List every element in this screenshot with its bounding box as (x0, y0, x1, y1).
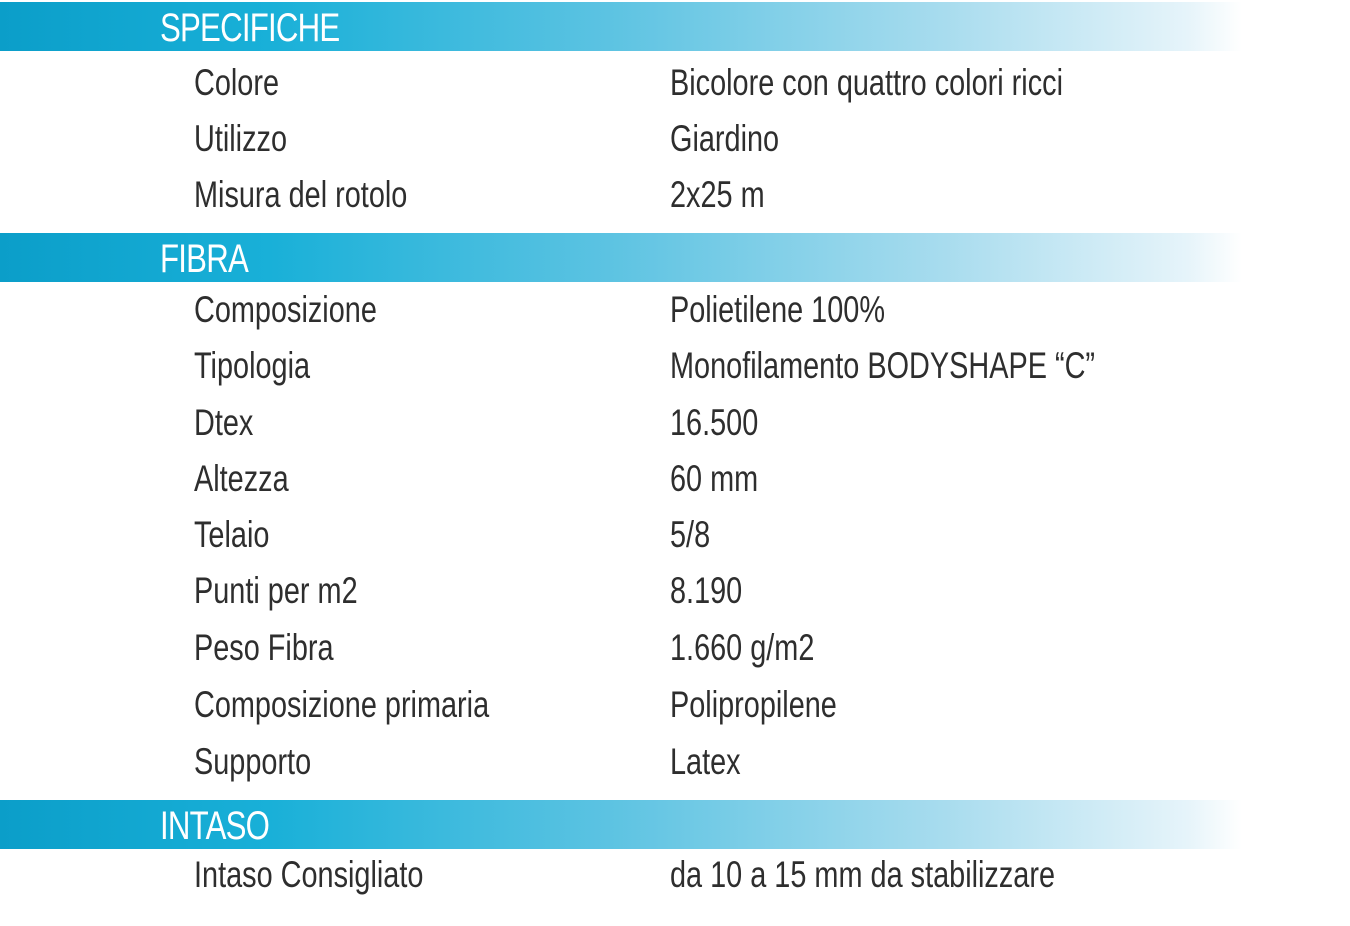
section-title: INTASO (160, 804, 270, 848)
spec-label: Telaio (194, 514, 270, 555)
spec-label: Punti per m2 (194, 570, 358, 611)
spec-label: Composizione primaria (194, 684, 490, 725)
fibra-row-composizione (0, 282, 1350, 338)
fibra-row-dtex (0, 395, 1350, 451)
section-title: FIBRA (160, 237, 248, 281)
fibra-row-peso (0, 620, 1350, 676)
spec-value: Bicolore con quattro colori ricci (670, 62, 1063, 103)
spec-value: da 10 a 15 mm da stabilizzare (670, 854, 1056, 895)
section-header-specifiche (0, 2, 1350, 51)
spec-value: 5/8 (670, 514, 711, 555)
spec-value: 16.500 (670, 402, 759, 443)
spec-value: Giardino (670, 118, 780, 159)
spec-value: 60 mm (670, 458, 759, 499)
spec-value: Polipropilene (670, 684, 837, 725)
spec-label: Misura del rotolo (194, 174, 408, 215)
spec-label: Altezza (194, 458, 289, 499)
fibra-row-punti (0, 563, 1350, 619)
spec-value: Monofilamento BODYSHAPE “C” (670, 345, 1096, 386)
spec-label: Dtex (194, 402, 254, 443)
spec-label: Colore (194, 62, 280, 103)
spec-label: Peso Fibra (194, 627, 334, 668)
spec-value: Latex (670, 741, 741, 782)
spec-row-utilizzo (0, 111, 1350, 167)
spec-label: Utilizzo (194, 118, 288, 159)
section-title: SPECIFICHE (160, 6, 340, 50)
spec-label: Supporto (194, 741, 312, 782)
fibra-row-tipologia (0, 338, 1350, 394)
spec-value: Polietilene 100% (670, 289, 885, 330)
section-header-fibra (0, 233, 1350, 282)
section-header-intaso (0, 800, 1350, 849)
spec-row-misura (0, 167, 1350, 223)
fibra-row-altezza (0, 451, 1350, 507)
spec-label: Intaso Consigliato (194, 854, 424, 895)
fibra-row-composizione-primaria (0, 677, 1350, 733)
spec-label: Tipologia (194, 345, 311, 386)
fibra-row-telaio (0, 507, 1350, 563)
spec-value: 2x25 m (670, 174, 765, 215)
spec-label: Composizione (194, 289, 377, 330)
spec-row-colore (0, 55, 1350, 111)
intaso-row-consigliato (0, 847, 1350, 903)
spec-value: 1.660 g/m2 (670, 627, 815, 668)
spec-value: 8.190 (670, 570, 743, 611)
fibra-row-supporto (0, 734, 1350, 790)
